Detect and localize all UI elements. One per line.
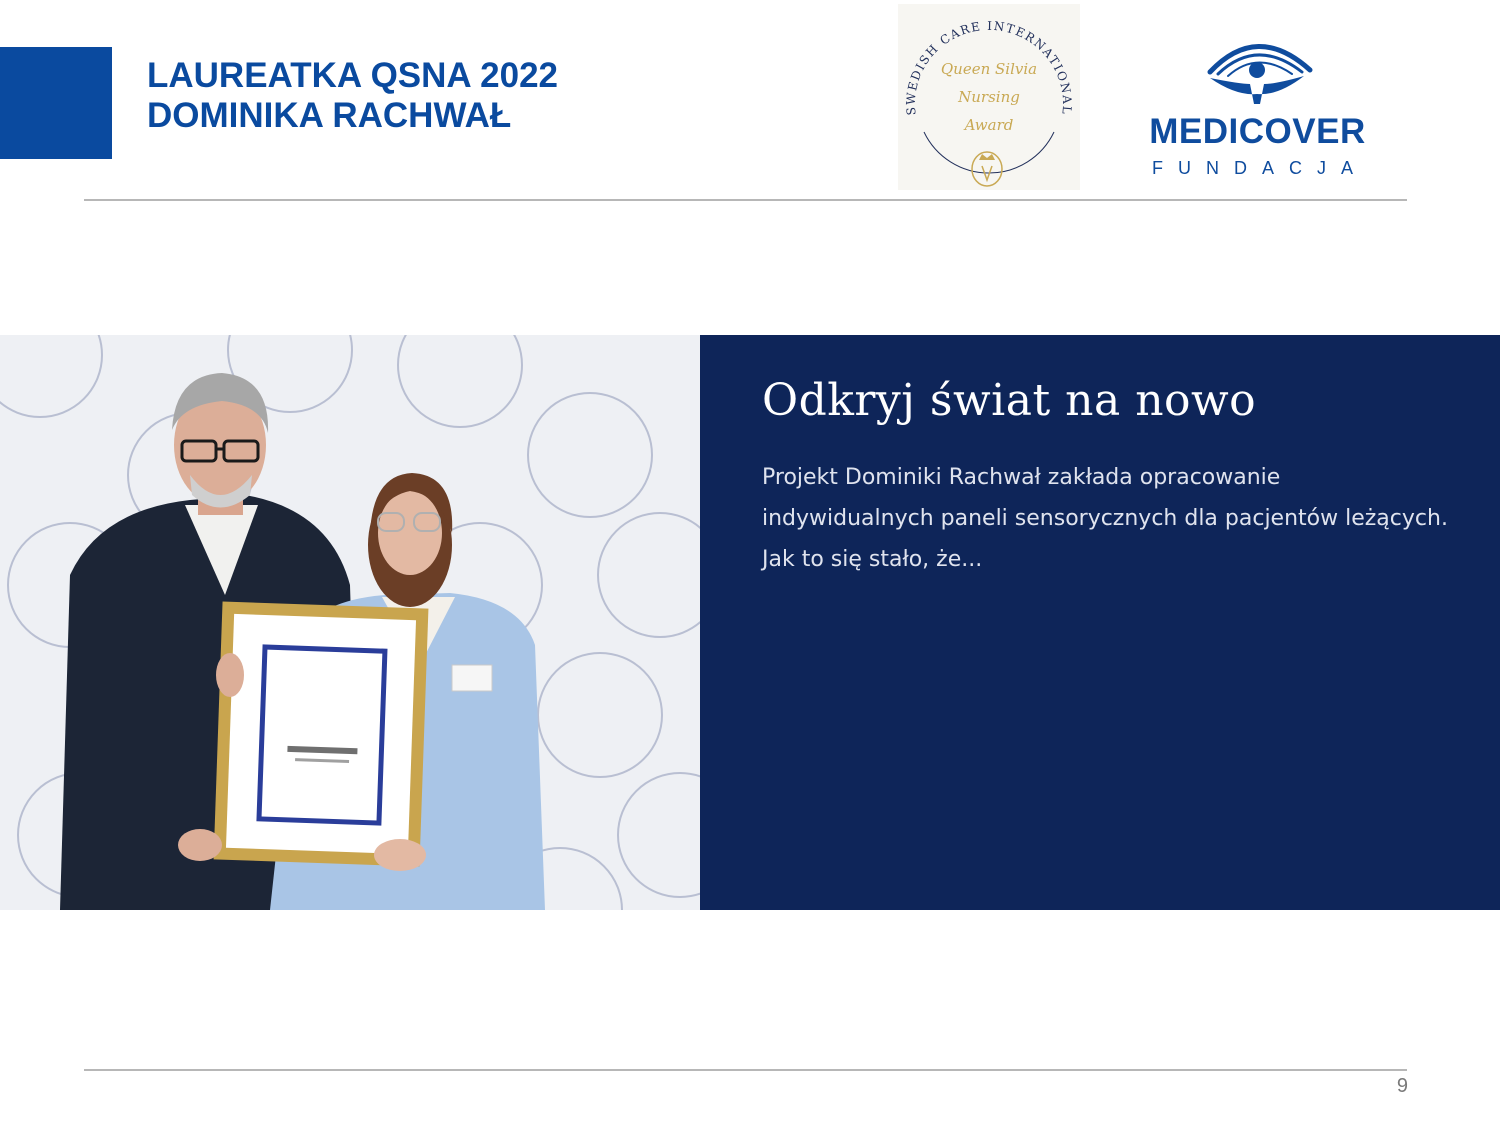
award-ceremony-photo	[0, 335, 700, 910]
medicover-figure-icon	[1200, 32, 1315, 107]
qsna-script-line-2: Nursing	[958, 88, 1020, 106]
article-excerpt-line-2: indywidualnych paneli sensorycznych dla pacjentów leżących.	[762, 506, 1448, 531]
article-banner[interactable]	[0, 335, 1500, 910]
queen-silvia-nursing-award-logo	[898, 4, 1080, 190]
article-text-panel	[700, 335, 1500, 910]
medicover-subtitle: FUNDACJA	[1151, 158, 1368, 178]
award-certificate-frame	[214, 601, 429, 866]
medicover-fundacja-logo	[1140, 32, 1375, 182]
medicover-name: MEDICOVER	[1149, 112, 1366, 151]
article-excerpt-line-1: Projekt Dominiki Rachwał zakłada opracowanie	[762, 465, 1281, 490]
qsna-script-line-3: Award	[964, 116, 1014, 134]
article-excerpt	[762, 457, 1492, 580]
title-line-1: LAUREATKA QSNA 2022	[147, 56, 558, 95]
qsna-script-line-1: Queen Silvia	[940, 60, 1038, 78]
bottom-divider	[84, 1069, 1407, 1071]
accent-block	[0, 47, 112, 159]
page-title	[147, 56, 558, 136]
article-heading[interactable]: Odkryj świat na nowo	[762, 375, 1257, 426]
top-divider	[84, 199, 1407, 201]
page-number: 9	[1396, 1075, 1408, 1097]
qsna-arc-text: SWEDISH CARE INTERNATIONAL	[903, 18, 1075, 117]
article-excerpt-line-3: Jak to się stało, że...	[762, 547, 983, 572]
title-line-2: DOMINIKA RACHWAŁ	[147, 96, 512, 135]
